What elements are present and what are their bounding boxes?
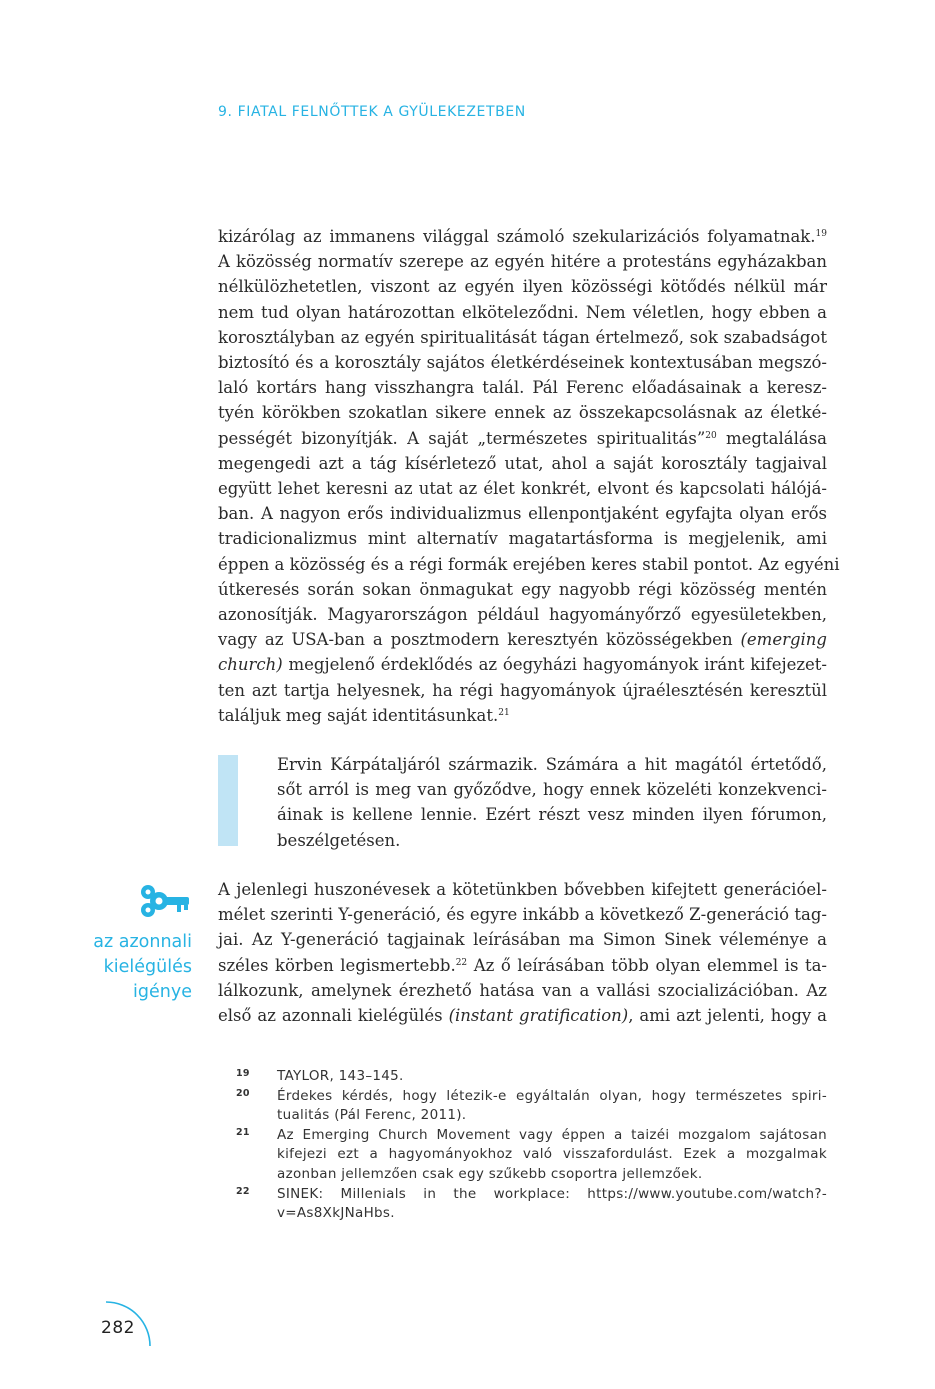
key-icon — [139, 883, 191, 919]
quote-bar — [218, 755, 238, 846]
footnote-line: kifejezi ezt a hagyományokhoz való visszafordulást. Ezek a mozgalmak — [277, 1146, 827, 1163]
footnote-21 — [236, 1126, 827, 1185]
footnote-22 — [236, 1185, 827, 1224]
text-line: együtt lehet keresni az utat az élet konkrét, elvont és kapcsolati hálójá- — [218, 479, 827, 499]
footnotes — [236, 1067, 827, 1224]
footnote-number: 21 — [236, 1126, 250, 1138]
footnote-number: 22 — [236, 1185, 250, 1197]
text-line: megengedi azt a tág kísérletező utat, ahol a saját korosztály tagjaival — [218, 453, 827, 473]
text-line: korosztályban az egyén spiritualitását tágan értelmező, sok szabadságot — [218, 327, 827, 347]
footnote-19 — [236, 1067, 827, 1087]
footnote-line: Az Emerging Church Movement vagy éppen a taizéi mozgalom sajátosan — [277, 1126, 827, 1143]
text-line: útkeresés során sokan önmagukat egy nagyobb régi közösség mentén — [218, 579, 827, 599]
margin-note-line: igénye — [133, 982, 192, 1002]
text-line: vagy az USA-ban a posztmodern keresztyén közösségekben (emerging — [218, 630, 827, 650]
footnote-line[interactable]: SINEK: Millenials in the workplace: https://www.youtube.com/watch?- — [277, 1185, 827, 1202]
case-quote — [277, 752, 827, 853]
footnote-ref[interactable]: 20 — [705, 430, 717, 441]
text-line: A jelenlegi huszonévesek a kötetünkben bővebben kifejtett generációel- — [218, 880, 827, 899]
text-line: mélet szerinti Y-generáció, és egyre inkább a következő Z-generáció tag- — [218, 905, 827, 925]
quote-line: Ervin Kárpátaljáról származik. Számára a hit magától értetődő, — [277, 755, 827, 774]
margin-note — [60, 930, 192, 1005]
text-line: jai. Az Y-generáció tagjainak leírásában ma Simon Sinek véleménye a — [218, 930, 827, 950]
footnote-ref[interactable]: 22 — [455, 957, 468, 968]
text-line: széles körben legismertebb.$^{22}$ Az ő leírásában több olyan elemmel is ta- — [218, 955, 827, 975]
footnote-line: tualitás (Pál Ferenc, 2011). — [277, 1107, 467, 1124]
footnote-line: TAYLOR, 143–145. — [277, 1068, 404, 1084]
footnote-line[interactable]: v=As8XkJNaHbs. — [277, 1205, 395, 1222]
text-line: tradicionalizmus mint alternatív magatartásforma is megjelenik, ami — [218, 529, 827, 549]
text-line: kizárólag az immanens világgal számoló szekularizációs folyamatnak.$^{19}$ — [218, 227, 827, 246]
text-line: lálkozunk, amelynek érezhető hatása van a vallási szocializációban. Az — [218, 980, 827, 1000]
margin-note-line: az azonnali — [93, 932, 192, 952]
footnote-20 — [236, 1087, 827, 1126]
text-line: laló kortárs hang visszhangra talál. Pál Ferenc előadásainak a keresz- — [218, 378, 827, 398]
text-line: éppen a közösség és a régi formák erejében keres stabil pontot. Az egyéni — [218, 554, 840, 574]
text-line: találjuk meg saját identitásunkat.$^{21}$ — [218, 705, 510, 725]
body-paragraph-1 — [218, 224, 840, 728]
text-line: ban. A nagyon erős individualizmus ellenpontjaként egyfajta olyan erős — [218, 504, 827, 524]
page-number: 282 — [101, 1318, 135, 1338]
quote-line: sőt arról is meg van győződve, hogy ennek közeléti konzekvenci- — [277, 780, 827, 800]
footnote-ref[interactable]: 19 — [815, 229, 827, 239]
text-line: pességét bizonyítják. A saját „természetes spiritualitás”$^{20}$ megtalálása — [218, 428, 827, 448]
text-line: tyén körökben szokatlan sikere ennek az összekapcsolásnak az életké- — [218, 403, 827, 423]
text-line: biztosító és a korosztály sajátos életkérdéseinek kontextusában megszó- — [218, 353, 827, 373]
text-line: azonosítják. Magyarországon például hagyományőrző egyesületekben, — [218, 605, 827, 625]
quote-line: beszélgetésen. — [277, 830, 401, 850]
footnote-number: 20 — [236, 1087, 250, 1099]
running-head: 9. FIATAL FELNŐTTEK A GYÜLEKEZETBEN — [218, 104, 526, 120]
footnote-line: Érdekes kérdés, hogy létezik-e egyáltalán olyan, hogy természetes spiri- — [277, 1087, 827, 1104]
quote-line: áinak is kellene lennie. Ezért részt vesz minden ilyen fórumon, — [277, 805, 827, 825]
text-line: ten azt tartja helyesnek, ha régi hagyományok újraélesztésén keresztül — [218, 680, 827, 700]
text-line: nélkülözhetetlen, viszont az egyén ilyen közösségi kötődés nélkül már — [218, 277, 827, 297]
text-line: első az azonnali kielégülés (instant gratification), ami azt jelenti, hogy a — [218, 1006, 828, 1026]
body-paragraph-2 — [218, 877, 827, 1028]
text-line: A közösség normatív szerepe az egyén hitére a protestáns egyházakban — [218, 252, 827, 272]
text-line: church) megjelenő érdeklődés az óegyházi hagyományok iránt kifejezet- — [218, 655, 827, 675]
footnote-number: 19 — [236, 1068, 250, 1079]
footnote-ref[interactable]: 21 — [498, 707, 510, 718]
text-line: nem tud olyan határozottan elköteleződni. Nem véletlen, hogy ebben a — [218, 302, 827, 322]
margin-note-line: kielégülés — [103, 957, 192, 977]
footnote-line: azonban jellemzően csak egy szűkebb csoportra jellemzőek. — [277, 1165, 703, 1182]
